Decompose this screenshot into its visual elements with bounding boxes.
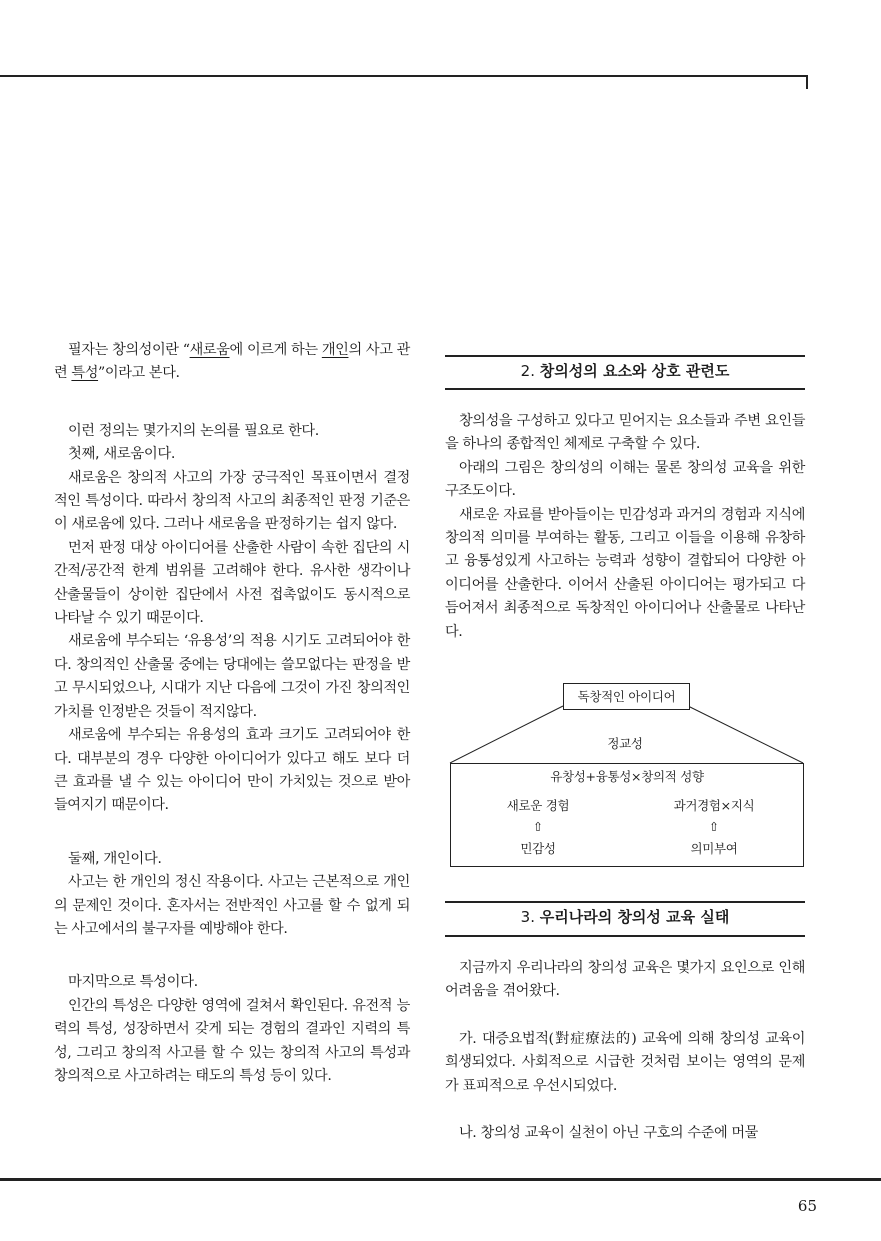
section2-rule-bottom <box>445 388 805 390</box>
section3-rule-bottom <box>445 935 805 937</box>
paragraph-second: 사고는 한 개인의 정신 작용이다. 사고는 근본적으로 개인의 문제인 것이다. 혼자서는 전반적인 사고를 할 수 없게 되는 사고에서의 불구자를 예방해야 한다. <box>54 874 410 937</box>
diagram-left-top: 새로운 경험 <box>506 798 570 813</box>
section2-title: 2. 창의성의 요소와 상호 관련도 <box>520 362 730 380</box>
term-novelty: 새로움 <box>189 342 230 358</box>
diagram-right-bottom: 의미부여 <box>690 841 738 856</box>
paragraph-first-3: 새로움에 부수되는 ‘유용성’의 적용 시기도 고려되어야 한다. 창의적인 산출물 중에는 당대에는 쓸모없다는 판정을 받고 무시되었으나, 시대가 지난 다음에 그것이 가진 창의적인 가치를 인정받은 것들이 적지않다. <box>54 633 410 720</box>
section2-body <box>445 410 805 644</box>
section3-paragraph-1: 지금까지 우리나라의 창의성 교육은 몇가지 요인으로 인해 어려움을 겪어왔다. <box>445 960 805 1000</box>
section2-paragraph-2: 아래의 그림은 창의성의 이해는 물론 창의성 교육을 위한 구조도이다. <box>445 459 805 500</box>
paragraph-last: 인간의 특성은 다양한 영역에 걸쳐서 확인된다. 유전적 능력의 특성, 성장하면서 갖게 되는 경험의 결과인 지력의 특성, 그리고 창의적 사고를 할 수 있는 창의적 사고의 특성과 창의적으로 사고하려는 태도의 특성 등이 있다. <box>54 997 410 1084</box>
intro-paragraph: 필자는 창의성이란 “새로움에 이르게 하는 개인의 사고 관련 특성”이라고 본다. <box>54 342 410 382</box>
diagram-top-box: 독창적인 아이디어 <box>563 683 690 710</box>
section3-title: 3. 우리나라의 창의성 교육 실태 <box>520 908 730 926</box>
paragraph-first-1: 새로움은 창의적 사고의 가장 궁극적인 목표이면서 결정적인 특성이다. 따라서 창의적 사고의 최종적인 판정 기준은 이 새로움에 있다. 그러나 새로움을 판정하기는 쉽지 않다. <box>54 469 410 533</box>
paragraph-first-2: 먼저 판정 대상 아이디어를 산출한 사람이 속한 집단의 시간적/공간적 한계 범위를 고려해야 한다. 유사한 생각이나 산출물들이 상이한 집단에서 사전 접촉없이도 동시적으로 나타날 수 있기 때문이다. <box>54 539 410 627</box>
section3-body <box>445 957 805 1145</box>
left-column <box>54 339 410 1088</box>
section3-item-ga: 가. 대증요법적(對症療法的) 교육에 의해 창의성 교육이 희생되었다. 사회적으로 시급한 것처럼 보이는 영역의 문제가 표피적으로 우선시되었다. <box>445 1030 805 1094</box>
diagram-left-bottom: 민감성 <box>520 841 556 856</box>
section2-paragraph-1: 창의성을 구성하고 있다고 믿어지는 요소들과 주변 요인들을 하나의 종합적인 체제로 구축할 수 있다. <box>445 413 805 453</box>
heading-second: 둘째, 개인이다. <box>68 850 162 867</box>
section2-paragraph-3: 새로운 자료를 받아들이는 민감성과 과거의 경험과 지식에 창의적 의미를 부여하는 활동, 그리고 이들을 이용해 유창하고 융통성있게 사고하는 능력과 성향이 결합되어 다양한 아이디어를 산출한다. 이어서 산출된 아이디어는 평가되고 다듬어져서 최종적으로 독창적인 아이디어나 산출물로 나타난다. <box>445 506 805 640</box>
heading-last: 마지막으로 특성이다. <box>68 974 198 991</box>
up-arrow-icon: ⇧ <box>708 819 720 834</box>
diagram-band-box: 유창성+융통성×창의적 성향 <box>450 763 804 790</box>
term-trait: 특성 <box>71 365 99 382</box>
discussion-paragraph: 이런 정의는 몇가지의 논의를 필요로 한다. <box>68 422 319 439</box>
page-number: 65 <box>797 1197 817 1215</box>
section3-rule-top <box>445 901 805 903</box>
top-rule-tick <box>806 75 808 89</box>
up-arrow-icon: ⇧ <box>532 819 544 834</box>
bottom-rule <box>0 1178 881 1181</box>
top-rule <box>0 75 808 77</box>
section3-item-na: 나. 창의성 교육이 실천이 아닌 구호의 수준에 머물 <box>459 1125 758 1142</box>
heading-first: 첫째, 새로움이다. <box>68 446 176 463</box>
section2-rule-top <box>445 355 805 357</box>
creativity-structure-diagram <box>445 678 808 868</box>
paragraph-first-4: 새로움에 부수되는 유용성의 효과 크기도 고려되어야 한다. 대부분의 경우 다양한 아이디어가 있다고 해도 보다 더 큰 효과를 낼 수 있는 아이디어 만이 가치있는 것으로 받아들여지기 때문이다. <box>54 727 410 814</box>
term-individual: 개인 <box>321 342 349 358</box>
diagram-elaboration-label: 정교성 <box>607 736 643 751</box>
diagram-right-top: 과거경험×지식 <box>673 798 755 813</box>
